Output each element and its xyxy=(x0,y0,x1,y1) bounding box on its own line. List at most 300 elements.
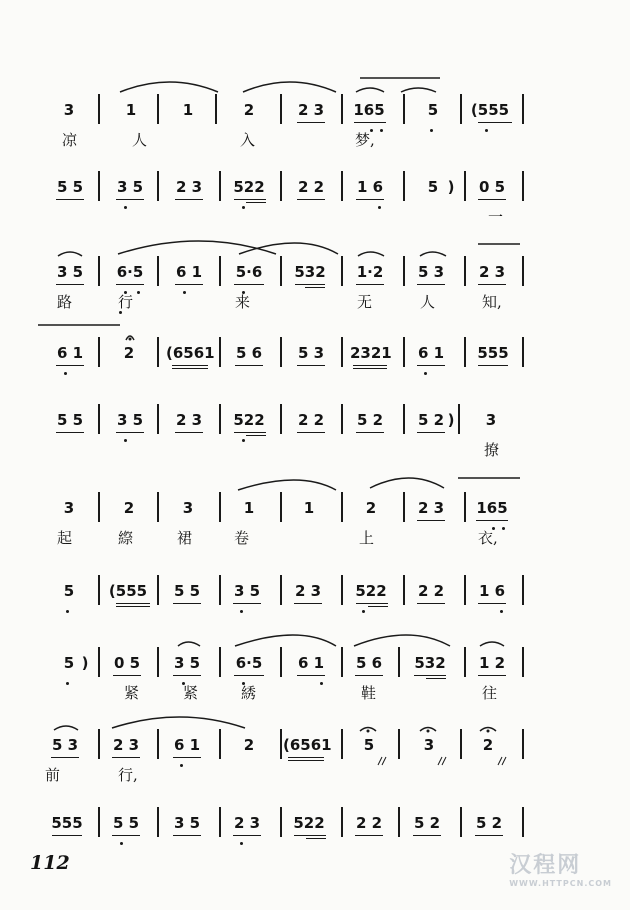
note-group: 5 2 xyxy=(417,411,445,429)
underline xyxy=(356,603,388,604)
lyric: 綉 xyxy=(241,684,257,702)
low-dot xyxy=(240,610,243,613)
barline xyxy=(341,94,343,124)
note-group: ) xyxy=(447,411,455,429)
barline xyxy=(157,404,159,434)
underline xyxy=(116,606,150,607)
slur-mark xyxy=(420,728,436,732)
underline xyxy=(175,199,203,200)
low-dot xyxy=(180,764,183,767)
barline xyxy=(219,807,221,837)
score-line-3 xyxy=(0,262,630,322)
barline xyxy=(157,807,159,837)
score-line-9 xyxy=(0,735,630,795)
barline xyxy=(219,492,221,522)
underline xyxy=(297,675,325,676)
underline xyxy=(294,835,326,836)
note-group: 5 5 xyxy=(112,814,140,832)
underline xyxy=(297,432,325,433)
lyric: 衣, xyxy=(478,529,498,547)
slur-mark xyxy=(239,243,338,254)
underline xyxy=(478,199,506,200)
lyric: 起 xyxy=(57,529,73,547)
barline xyxy=(403,337,405,367)
note-group: 2 2 xyxy=(417,582,445,600)
barline xyxy=(157,492,159,522)
barline xyxy=(460,807,462,837)
barline xyxy=(398,647,400,677)
barline xyxy=(464,171,466,201)
lyric: 撩 xyxy=(484,441,500,459)
slur-mark xyxy=(370,478,444,488)
barline xyxy=(219,729,221,759)
barline xyxy=(341,729,343,759)
note-group: 2 xyxy=(123,344,135,362)
barline xyxy=(403,492,405,522)
fermata-dot xyxy=(367,730,370,733)
note-group: 2 2 xyxy=(355,814,383,832)
barline xyxy=(280,94,282,124)
score-line-7 xyxy=(0,581,630,641)
note-group: 5 xyxy=(427,178,439,196)
underline xyxy=(476,520,508,521)
barline xyxy=(98,337,100,367)
barline xyxy=(403,575,405,605)
underline xyxy=(233,603,261,604)
underline xyxy=(475,835,503,836)
note-group: 6·5 xyxy=(235,654,263,672)
slur-mark xyxy=(356,88,384,92)
barline xyxy=(522,94,524,124)
low-dot xyxy=(320,682,323,685)
low-dot xyxy=(502,527,505,530)
note-group: 5 xyxy=(63,582,75,600)
low-dot xyxy=(378,206,381,209)
note-group: 2 xyxy=(243,101,255,119)
slur-mark xyxy=(126,336,134,340)
note-group: 1 xyxy=(303,499,315,517)
underline xyxy=(172,365,208,366)
underline xyxy=(368,606,388,607)
note-group: 5 5 xyxy=(173,582,201,600)
underline xyxy=(478,603,506,604)
barline xyxy=(157,171,159,201)
low-dot xyxy=(66,610,69,613)
slur-mark xyxy=(243,82,336,92)
underline xyxy=(234,432,266,433)
barline xyxy=(522,337,524,367)
barline xyxy=(157,256,159,286)
underline xyxy=(56,432,84,433)
note-group: 5 xyxy=(427,101,439,119)
underline xyxy=(51,757,79,758)
barline xyxy=(280,575,282,605)
barline xyxy=(398,729,400,759)
low-dot xyxy=(66,682,69,685)
barline xyxy=(98,575,100,605)
score-line-8 xyxy=(0,653,630,713)
barline xyxy=(341,171,343,201)
barline xyxy=(280,647,282,677)
barline xyxy=(341,492,343,522)
score-line-5 xyxy=(0,410,630,470)
note-group: 165 xyxy=(353,101,385,119)
underline xyxy=(173,675,201,676)
note-group: 5 5 xyxy=(56,178,84,196)
slur-mark xyxy=(54,726,78,730)
barline xyxy=(157,647,159,677)
barline xyxy=(98,729,100,759)
slur-mark xyxy=(358,252,384,256)
underline xyxy=(173,835,201,836)
low-dot xyxy=(485,129,488,132)
barline xyxy=(215,94,217,124)
lyric: 入 xyxy=(240,131,256,149)
note-group: 0 5 xyxy=(478,178,506,196)
note-group: 532 xyxy=(414,654,446,672)
underline xyxy=(234,199,266,200)
barline xyxy=(280,807,282,837)
barline xyxy=(522,647,524,677)
note-group: 5 3 xyxy=(297,344,325,362)
note-group: (555 xyxy=(108,582,148,600)
barline xyxy=(522,256,524,286)
score-line-6 xyxy=(0,498,630,558)
underline xyxy=(288,760,324,761)
watermark-url: WWW.HTTPCN.COM xyxy=(509,879,612,888)
barline xyxy=(464,575,466,605)
note-group: 5 xyxy=(63,654,75,672)
note-group: 2 2 xyxy=(297,411,325,429)
note-group: 5 3 xyxy=(51,736,79,754)
note-group: 2 3 xyxy=(233,814,261,832)
underline xyxy=(173,603,201,604)
note-group: 5 2 xyxy=(413,814,441,832)
fermata-dot xyxy=(427,730,430,733)
lyric: 路 xyxy=(57,293,73,311)
barline xyxy=(98,256,100,286)
note-group: 2 3 xyxy=(297,101,325,119)
barline xyxy=(403,94,405,124)
underline xyxy=(116,199,144,200)
watermark xyxy=(509,848,612,888)
note-group: 1 xyxy=(125,101,137,119)
low-dot xyxy=(242,206,245,209)
underline xyxy=(478,122,512,123)
note-group: 522 xyxy=(233,411,265,429)
barline xyxy=(280,171,282,201)
underline xyxy=(355,675,383,676)
barline xyxy=(98,492,100,522)
note-group: 6 1 xyxy=(417,344,445,362)
underline xyxy=(173,757,201,758)
note-group: 5 6 xyxy=(355,654,383,672)
note-group: 3 xyxy=(182,499,194,517)
lyric: 行, xyxy=(118,766,138,784)
score-line-1 xyxy=(0,100,630,160)
underline xyxy=(233,835,261,836)
lyric: 裙 xyxy=(177,529,193,547)
underline xyxy=(246,435,266,436)
low-dot xyxy=(430,129,433,132)
barline xyxy=(219,404,221,434)
note-group: 2 3 xyxy=(417,499,445,517)
lyric: 卷 xyxy=(234,529,250,547)
underline xyxy=(353,365,387,366)
underline xyxy=(56,284,84,285)
underline xyxy=(112,757,140,758)
underline xyxy=(295,284,325,285)
barline xyxy=(157,729,159,759)
note-group: 2 3 xyxy=(478,263,506,281)
barline xyxy=(341,647,343,677)
barline xyxy=(219,337,221,367)
underline xyxy=(417,432,445,433)
note-group: 2 3 xyxy=(294,582,322,600)
note-group: 555 xyxy=(51,814,83,832)
barline xyxy=(280,729,282,759)
underline xyxy=(417,520,445,521)
underline xyxy=(297,122,325,123)
barline xyxy=(157,94,159,124)
note-group: 2 3 xyxy=(175,178,203,196)
low-dot xyxy=(240,842,243,845)
underline xyxy=(112,835,140,836)
barline xyxy=(341,807,343,837)
note-group: 2 xyxy=(243,736,255,754)
note-group: 3 5 xyxy=(116,178,144,196)
note-group: 0 5 xyxy=(113,654,141,672)
low-dot xyxy=(120,842,123,845)
note-group: 6 1 xyxy=(173,736,201,754)
note-group: 6 1 xyxy=(56,344,84,362)
low-dot xyxy=(124,206,127,209)
underline xyxy=(288,757,324,758)
barline xyxy=(522,807,524,837)
underline xyxy=(426,678,446,679)
barline xyxy=(341,404,343,434)
note-group: (555 xyxy=(470,101,510,119)
score-line-2 xyxy=(0,177,630,237)
underline xyxy=(116,432,144,433)
low-dot xyxy=(137,291,140,294)
barline xyxy=(403,256,405,286)
barline xyxy=(341,256,343,286)
note-group: 1 xyxy=(182,101,194,119)
lyric: 梦, xyxy=(355,131,375,149)
underline xyxy=(305,287,325,288)
barline xyxy=(458,404,460,434)
note-group: 3 xyxy=(423,736,435,754)
barline xyxy=(98,94,100,124)
underline xyxy=(297,365,325,366)
barline xyxy=(280,337,282,367)
note-group: 1 6 xyxy=(478,582,506,600)
underline xyxy=(306,838,326,839)
underline xyxy=(353,368,387,369)
score-line-4 xyxy=(0,343,630,403)
lyric: 鞋 xyxy=(361,684,377,702)
barline xyxy=(403,404,405,434)
note-group: 2 xyxy=(365,499,377,517)
barline xyxy=(98,807,100,837)
underline xyxy=(414,675,446,676)
low-dot xyxy=(64,372,67,375)
underline xyxy=(56,365,84,366)
note-group: 6 1 xyxy=(175,263,203,281)
barline xyxy=(98,171,100,201)
barline xyxy=(398,807,400,837)
barline xyxy=(341,337,343,367)
underline xyxy=(246,202,266,203)
slur-mark xyxy=(480,728,496,732)
note-group: 2321 xyxy=(350,344,392,362)
slur-mark xyxy=(118,241,276,254)
note-group: 5 3 xyxy=(417,263,445,281)
note-group: 2 3 xyxy=(112,736,140,754)
note-group: 2 xyxy=(482,736,494,754)
low-dot xyxy=(124,439,127,442)
low-dot xyxy=(242,439,245,442)
lyric: 上 xyxy=(359,529,375,547)
underline xyxy=(356,199,384,200)
underline xyxy=(417,603,445,604)
barline xyxy=(403,171,405,201)
barline xyxy=(280,492,282,522)
underline xyxy=(294,603,322,604)
underline xyxy=(478,675,506,676)
barline xyxy=(464,256,466,286)
note-group: 3 xyxy=(485,411,497,429)
underline xyxy=(175,432,203,433)
underline xyxy=(297,199,325,200)
note-group: 3 5 xyxy=(56,263,84,281)
note-group: 3 5 xyxy=(173,814,201,832)
barline xyxy=(280,404,282,434)
low-dot xyxy=(362,610,365,613)
barline xyxy=(464,492,466,522)
underline xyxy=(113,675,141,676)
note-group: 5 2 xyxy=(356,411,384,429)
barline xyxy=(522,575,524,605)
barline xyxy=(219,171,221,201)
note-group: 522 xyxy=(355,582,387,600)
note-group: 2 xyxy=(123,499,135,517)
barline xyxy=(98,647,100,677)
lyric: 来 xyxy=(235,293,251,311)
lyric: 无 xyxy=(357,293,373,311)
underline xyxy=(172,368,208,369)
underline xyxy=(417,365,445,366)
barline xyxy=(522,171,524,201)
barline xyxy=(219,256,221,286)
lyric: 知, xyxy=(482,293,502,311)
underline xyxy=(478,284,506,285)
note-group: ) xyxy=(81,654,89,672)
slur-mark xyxy=(401,88,436,92)
underline xyxy=(234,284,264,285)
low-dot xyxy=(380,129,383,132)
note-group: 2 2 xyxy=(297,178,325,196)
note-group: 3 xyxy=(63,101,75,119)
note-group: 1 xyxy=(243,499,255,517)
underline xyxy=(356,432,384,433)
underline xyxy=(52,835,82,836)
underline xyxy=(413,835,441,836)
lyric: 行 xyxy=(118,293,134,311)
fermata-dot xyxy=(487,730,490,733)
note-group: 3 xyxy=(63,499,75,517)
note-group: 555 xyxy=(477,344,509,362)
underline xyxy=(478,365,508,366)
slur-mark xyxy=(238,480,336,490)
fermata-dot xyxy=(129,338,132,341)
note-group: 3 5 xyxy=(173,654,201,672)
note-group: 1 6 xyxy=(356,178,384,196)
low-dot xyxy=(424,372,427,375)
note-group: 6 1 xyxy=(297,654,325,672)
note-group: 522 xyxy=(233,178,265,196)
barline xyxy=(219,575,221,605)
underline xyxy=(116,603,150,604)
underline xyxy=(116,284,144,285)
low-dot xyxy=(500,610,503,613)
slur-mark xyxy=(58,252,82,256)
watermark-name: 汉程网 xyxy=(509,853,582,878)
note-group: 1·2 xyxy=(356,263,384,281)
barline xyxy=(157,337,159,367)
note-group: (6561 xyxy=(283,736,332,754)
lyric: 人 xyxy=(420,293,436,311)
note-group: 532 xyxy=(294,263,326,281)
lyric: 一 xyxy=(488,208,504,226)
note-group: 522 xyxy=(293,814,325,832)
note-group: 5 5 xyxy=(56,411,84,429)
slur-mark xyxy=(178,642,200,646)
barline xyxy=(522,729,524,759)
note-group: 3 5 xyxy=(116,411,144,429)
underline xyxy=(356,284,384,285)
lyric: 前 xyxy=(45,766,61,784)
lyric: 紧 xyxy=(183,684,199,702)
barline xyxy=(280,256,282,286)
barline xyxy=(464,647,466,677)
note-group: 6·5 xyxy=(116,263,144,281)
barline xyxy=(98,404,100,434)
note-group: 3 5 xyxy=(233,582,261,600)
note-group: 5 xyxy=(363,736,375,754)
lyric: 縩 xyxy=(118,529,134,547)
note-group: 5 6 xyxy=(235,344,263,362)
slur-mark xyxy=(420,252,446,256)
underline xyxy=(56,199,84,200)
note-group: 5·6 xyxy=(235,263,263,281)
lyric: 紧 xyxy=(124,684,140,702)
lyric: 人 xyxy=(132,131,148,149)
lyric: 往 xyxy=(482,684,498,702)
low-dot xyxy=(183,291,186,294)
note-group: 5 2 xyxy=(475,814,503,832)
slur-mark xyxy=(360,728,376,732)
note-group: (6561 xyxy=(166,344,215,362)
slur-mark xyxy=(480,642,504,646)
underline xyxy=(235,365,263,366)
note-group: 165 xyxy=(476,499,508,517)
barline xyxy=(341,575,343,605)
note-group: ) xyxy=(447,178,455,196)
barline xyxy=(157,575,159,605)
note-group: 1 2 xyxy=(478,654,506,672)
